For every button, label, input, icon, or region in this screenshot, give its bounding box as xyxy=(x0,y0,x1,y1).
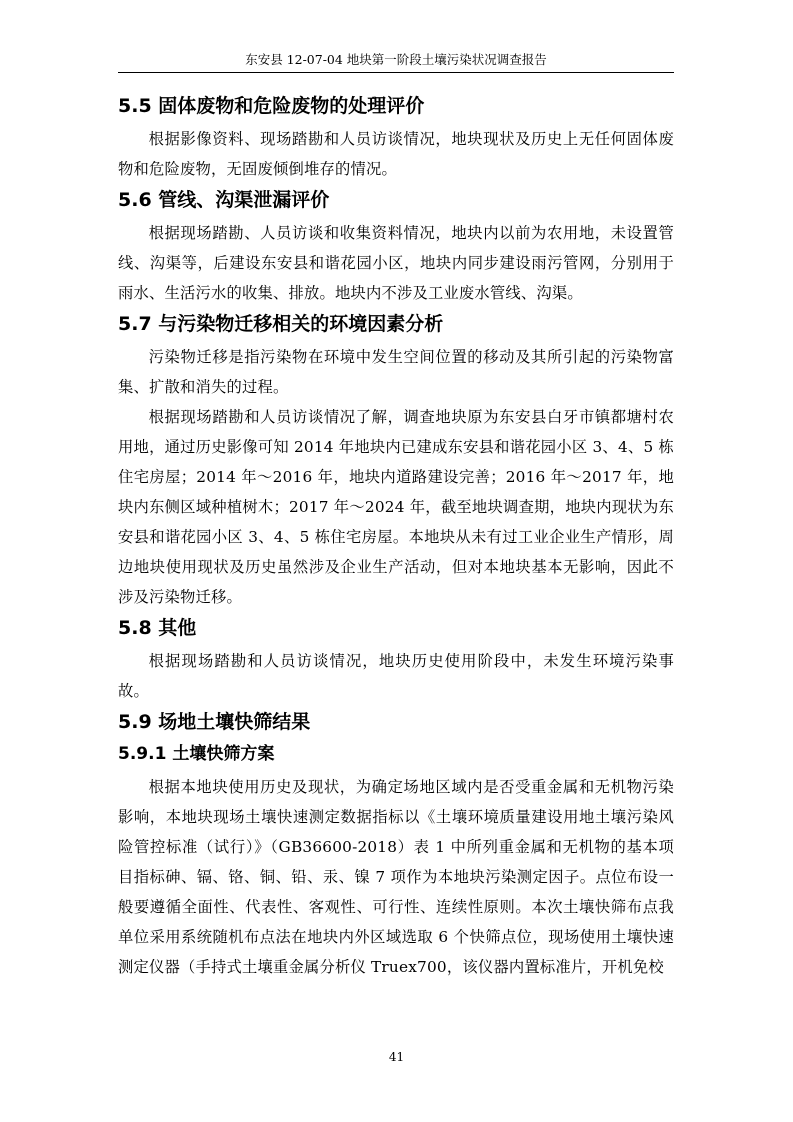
section-5-5-heading: 5.5 固体废物和危险废物的处理评价 xyxy=(118,95,425,117)
section-5-7-heading: 5.7 与污染物迁移相关的环境因素分析 xyxy=(118,313,444,335)
section-5-6-heading: 5.6 管线、沟渠泄漏评价 xyxy=(118,189,330,211)
running-header: 东安县 12-07-04 地块第一阶段土壤污染状况调查报告 xyxy=(245,52,547,67)
header-divider xyxy=(118,72,674,73)
section-5-8-heading: 5.8 其他 xyxy=(118,617,197,639)
section-5-9-heading: 5.9 场地土壤快筛结果 xyxy=(118,711,311,733)
section-5-7-paragraph-1: 污染物迁移是指污染物在环境中发生空间位置的移动及其所引起的污染物富集、扩散和消失的过程。 xyxy=(118,348,674,396)
section-5-8-paragraph: 根据现场踏勘和人员访谈情况，地块历史使用阶段中，未发生环境污染事故。 xyxy=(118,652,674,700)
section-5-7-paragraph-2: 根据现场踏勘和人员访谈情况了解，调查地块原为东安县白牙市镇都塘村农用地，通过历史影像可知 2014 年地块内已建成东安县和谐花园小区 3、4、5 栋住宅房屋；2014 年～2016 年，地块内道路建设完善；2016 年～2017 年，地块内东侧区域种植树木；2017 年～2024 年，截至地块调查期，地块内现状为东安县和谐花园小区 3、4、5 栋住宅房屋。本地块从未有过工业企业生产情形，周边地块使用现状及历史虽然涉及企业生产活动，但对本地块基本无影响，因此不涉及污染物迁移。 xyxy=(118,408,674,606)
section-5-9-1-heading: 5.9.1 土壤快筛方案 xyxy=(118,744,275,764)
section-5-5-paragraph: 根据影像资料、现场踏勘和人员访谈情况，地块现状及历史上无任何固体废物和危险废物，无固废倾倒堆存的情况。 xyxy=(118,130,674,178)
page-body xyxy=(118,92,674,982)
page-number: 41 xyxy=(388,1050,405,1064)
section-5-6-paragraph: 根据现场踏勘、人员访谈和收集资料情况，地块内以前为农用地，未设置管线、沟渠等，后建设东安县和谐花园小区，地块内同步建设雨污管网，分别用于雨水、生活污水的收集、排放。地块内不涉及工业废水管线、沟渠。 xyxy=(118,224,674,302)
section-5-9-1-paragraph: 根据本地块使用历史及现状，为确定场地区域内是否受重金属和无机物污染影响，本地块现场土壤快速测定数据指标以《土壤环境质量建设用地土壤污染风险管控标准（试行）》（GB36600-2018）表 1 中所列重金属和无机物的基本项目指标砷、镉、铬、铜、铅、汞、镍 7 项作为本地块污染测定因子。点位布设一般要遵循全面性、代表性、客观性、可行性、连续性原则。本次土壤快筛布点我单位采用系统随机布点法在地块内外区域选取 6 个快筛点位，现场使用土壤快速测定仪器（手持式土壤重金属分析仪 Truex700，该仪器内置标准片，开机免校 xyxy=(118,778,674,976)
